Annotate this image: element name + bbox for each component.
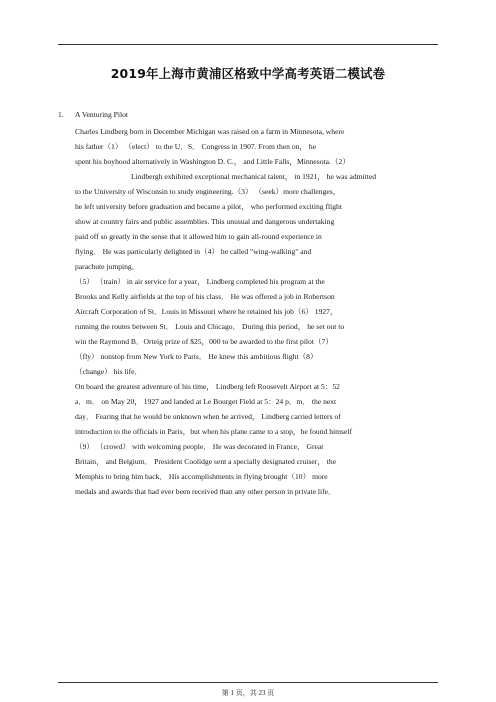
passage-line: Charles Lindberg born in December Michigan was raised on a farm in Minnesota, where	[75, 127, 345, 136]
passage-line: （5） （train） in air service for a year， Lindberg completed his program at the	[75, 277, 325, 286]
passage-line: spent his boyhood alternatively in Washington D. C.， and Little Falls，Minnesota.（2）	[75, 157, 350, 166]
page-title: 2019年上海市黄浦区格致中学高考英语二模试卷	[110, 66, 386, 81]
passage-line: Brooks and Kelly airfields at the top of his class． He was offered a job in Robertson	[75, 292, 335, 301]
passage-line: Britain， and Belgium． President Coolidge sent a specially designated cruiser， the	[75, 457, 337, 466]
passage-line: his father（1） （elect） to the U．S． Congress in 1907. From then on， he	[75, 142, 317, 151]
passage-title: A Venturing Pilot	[75, 110, 129, 119]
question-number: 1.	[58, 110, 64, 119]
passage-line: day． Fearing that he would be unknown when he arrived， Lindberg carried letters of	[75, 412, 341, 421]
passage-line: （9） （crowd） with welcoming people． He was decorated in France， Great	[75, 442, 324, 451]
passage-body	[75, 124, 433, 499]
footer-rule	[58, 682, 438, 683]
passage-line: （change） his life．	[75, 367, 143, 376]
passage-line: parachute jumping．	[75, 262, 140, 271]
passage-line: Lindbergh exhibited exceptional mechanical talent， in 1921， he was admitted	[131, 172, 377, 181]
passage-line: On board the greatest adventure of his time， Lindberg left Roosevelt Airport at 5：52	[75, 382, 340, 391]
passage-line: show at country fairs and public assemblies. This unusual and dangerous undertaking	[75, 217, 335, 226]
passage-line: he left university before graduation and became a pilot， who performed exciting flight	[75, 202, 342, 211]
passage-line: flying． He was particularly delighted in（4） he called "wing-walking" and	[75, 247, 312, 256]
passage-line: running the routes between St． Louis and Chicago． During this period， he set out to	[75, 322, 345, 331]
header-rule	[58, 44, 438, 45]
passage-line: Memphis to bring him back． His accomplishments in flying brought（10） more	[75, 472, 328, 481]
passage-line: paid off so greatly in the sense that it allowed him to gain all-round experience in	[75, 232, 322, 241]
passage-line: introduction to the officials in Paris，but when his plane came to a stop，he found himself	[75, 427, 352, 436]
passage-line: medals and awards that had ever been received than any other person in private life．	[75, 487, 336, 496]
passage-line: to the University of Wisconsin to study engineering.（3） （seek）more challenges，	[75, 187, 341, 196]
passage-line: a．m． on May 20， 1927 and landed at Le Bourget Field at 5：24 p．m． the next	[75, 397, 337, 406]
passage-line: （fly） nonstop from New York to Paris． He knew this ambitious flight（8）	[75, 352, 318, 361]
passage-line: Aircraft Corporation of St．Louis in Missouri where he retained his job（6） 1927，	[75, 307, 338, 316]
passage-line: win the Raymond B．Orteig prize of $25，000 to be awarded to the first pilot（7）	[75, 337, 333, 346]
page-footer: 第 1 页，共 23 页	[221, 689, 275, 697]
